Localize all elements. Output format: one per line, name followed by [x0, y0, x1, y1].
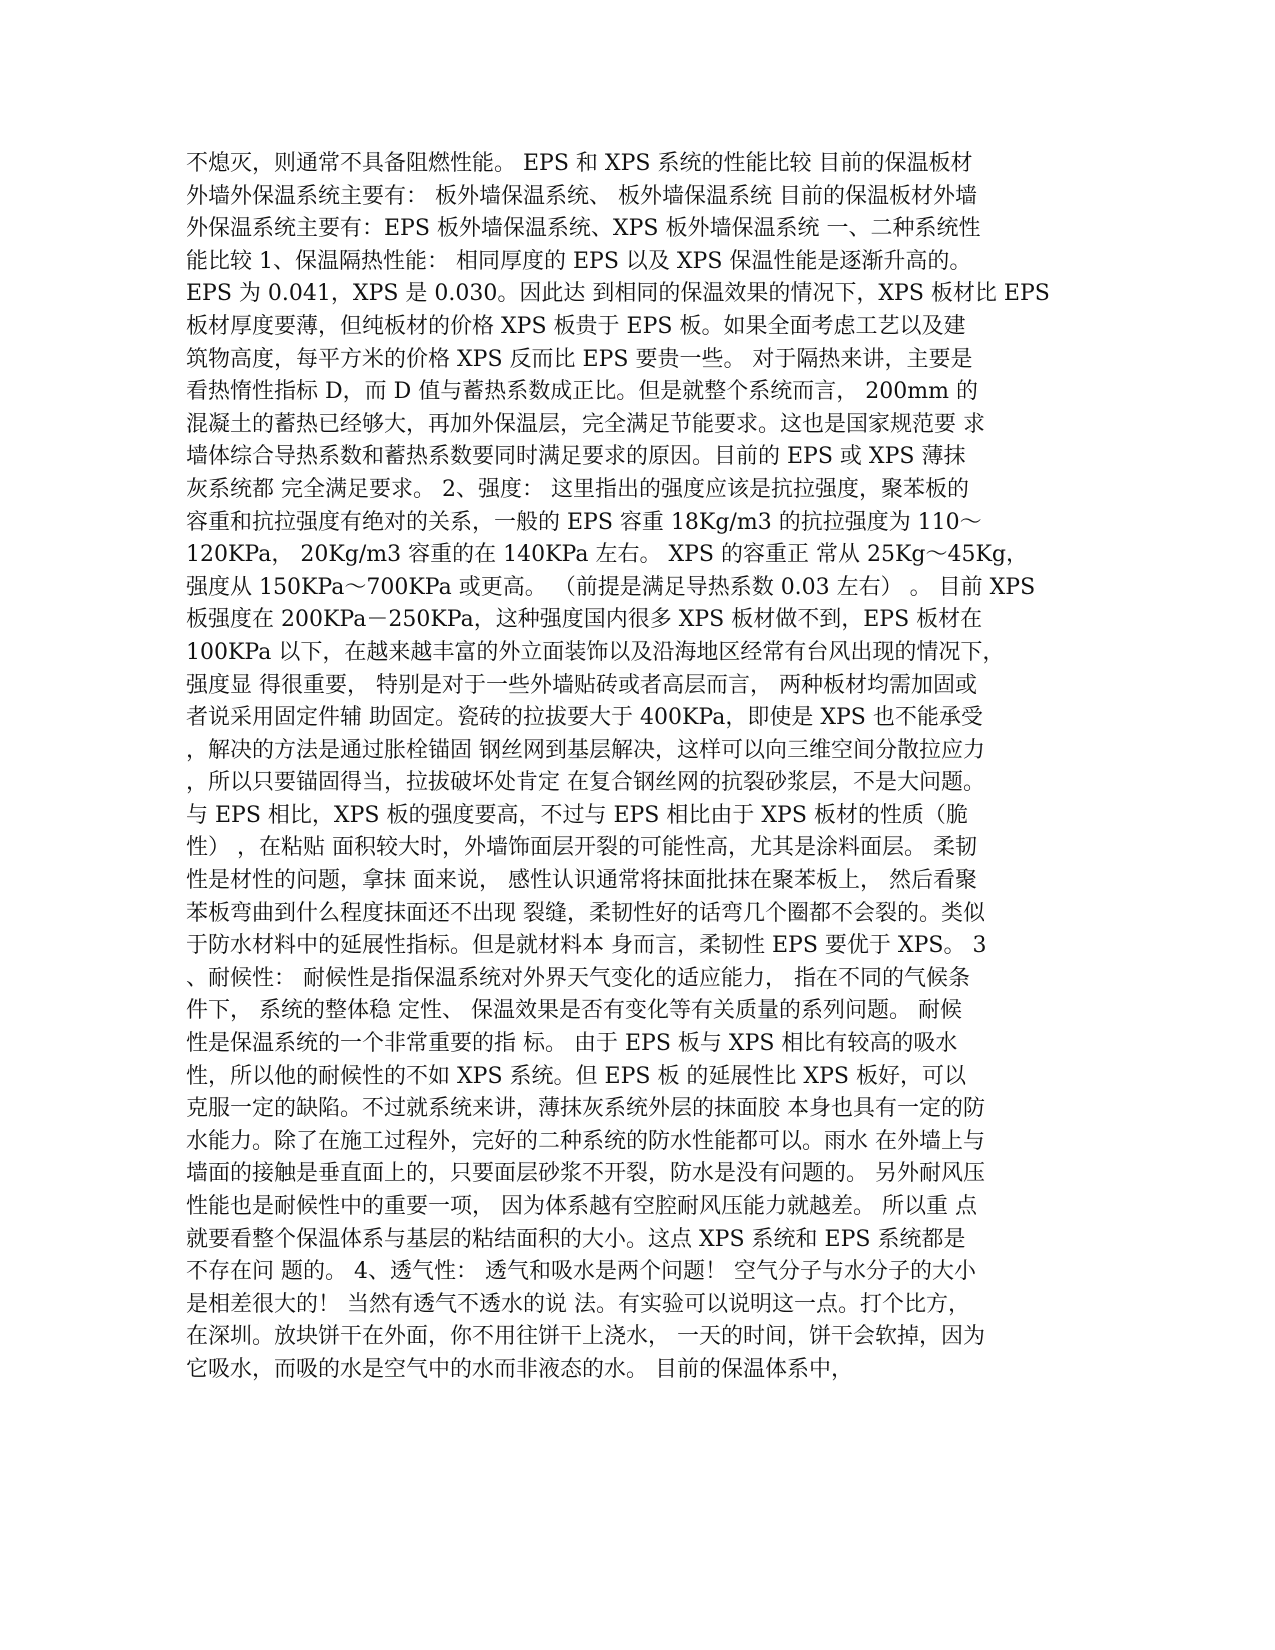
text-line: 外保温系统主要有：EPS 板外墙保温系统、XPS 板外墙保温系统 一、二种系统性 — [186, 216, 981, 242]
text-line: 不存在问 题的。 4、透气性： 透气和吸水是两个问题！ 空气分子与水分子的大小 — [186, 1259, 976, 1285]
text-line: 性能也是耐候性中的重要一项， 因为体系越有空腔耐风压能力就越差。 所以重 点 — [186, 1194, 977, 1219]
text-line: 性是保温系统的一个非常重要的指 标。 由于 EPS 板与 XPS 相比有较高的吸水 — [186, 1031, 958, 1057]
text-line: 性） ，在粘贴 面积较大时，外墙饰面层开裂的可能性高，尤其是涂料面层。 柔韧 — [186, 835, 977, 861]
text-line: 板强度在 200KPa－250KPa，这种强度国内很多 XPS 板材做不到，EPS 板材在 — [186, 607, 983, 633]
text-line: 者说采用固定件辅 助固定。瓷砖的拉拔要大于 400KPa，即使是 XPS 也不能承受 — [186, 705, 983, 731]
text-line: 筑物高度，每平方米的价格 XPS 反而比 EPS 要贵一些。 对于隔热来讲，主要是 — [186, 346, 973, 372]
text-line: 于防水材料中的延展性指标。但是就材料本 身而言，柔韧性 EPS 要优于 XPS。 3 — [186, 933, 987, 959]
text-line: 混凝土的蓄热已经够大，再加外保温层，完全满足节能要求。这也是国家规范要 求 — [186, 411, 985, 437]
text-line: 不熄灭，则通常不具备阻燃性能。 EPS 和 XPS 系统的性能比较 目前的保温板材 — [186, 151, 973, 176]
text-line: EPS 为 0.041，XPS 是 0.030。因此达 到相同的保温效果的情况下，XPS 板材比 EPS — [186, 281, 1050, 307]
text-line: 灰系统都 完全满足要求。 2、强度： 这里指出的强度应该是抗拉强度，聚苯板的 — [186, 476, 969, 502]
text-line: 看热惰性指标 D，而 D 值与蓄热系数成正比。但是就整个系统而言， 200mm 的 — [186, 379, 978, 405]
text-line: 水能力。除了在施工过程外，完好的二种系统的防水性能都可以。雨水 在外墙上与 — [186, 1128, 985, 1154]
text-line: 性，所以他的耐候性的不如 XPS 系统。但 EPS 板 的延展性比 XPS 板好，可以 — [186, 1063, 966, 1089]
body-text — [186, 148, 1126, 1387]
text-line: 能比较 1、保温隔热性能： 相同厚度的 EPS 以及 XPS 保温性能是逐渐升高的。 — [186, 248, 972, 274]
text-line: ，解决的方法是通过胀栓锚固 钢丝网到基层解决，这样可以向三维空间分散拉应力 — [186, 737, 985, 763]
text-line: 墙体综合导热系数和蓄热系数要同时满足要求的原因。目前的 EPS 或 XPS 薄抹 — [186, 444, 966, 470]
text-line: 板材厚度要薄，但纯板材的价格 XPS 板贵于 EPS 板。如果全面考虑工艺以及建 — [186, 313, 966, 339]
text-line: 在深圳。放块饼干在外面，你不用往饼干上浇水， 一天的时间，饼干会软掉，因为 — [186, 1324, 985, 1350]
text-line: 它吸水，而吸的水是空气中的水而非液态的水。 目前的保温体系中， — [186, 1356, 853, 1382]
text-line: 就要看整个保温体系与基层的粘结面积的大小。这点 XPS 系统和 EPS 系统都是 — [186, 1226, 966, 1252]
text-line: 克服一定的缺陷。不过就系统来讲，薄抹灰系统外层的抹面胶 本身也具有一定的防 — [186, 1096, 985, 1122]
text-line: 是相差很大的！ 当然有透气不透水的说 法。有实验可以说明这一点。打个比方， — [186, 1291, 970, 1317]
text-line: ，所以只要锚固得当，拉拔破坏处肯定 在复合钢丝网的抗裂砂浆层，不是大问题。 — [186, 770, 985, 796]
text-line: 容重和抗拉强度有绝对的关系，一般的 EPS 容重 18Kg/m3 的抗拉强度为 110～ — [186, 509, 982, 535]
text-line: 性是材性的问题，拿抹 面来说， 感性认识通常将抹面批抹在聚苯板上， 然后看聚 — [186, 868, 977, 894]
text-line: 与 EPS 相比，XPS 板的强度要高，不过与 EPS 相比由于 XPS 板材的性质（脆 — [186, 802, 968, 828]
text-line: 件下， 系统的整体稳 定性、 保温效果是否有变化等有关质量的系列问题。 耐候 — [186, 998, 962, 1024]
text-line: 、耐候性： 耐候性是指保温系统对外界天气变化的适应能力， 指在不同的气候条 — [186, 965, 970, 991]
text-line: 强度显 得很重要， 特别是对于一些外墙贴砖或者高层而言， 两种板材均需加固或 — [186, 672, 977, 698]
text-line: 强度从 150KPa～700KPa 或更高。 （前提是满足导热系数 0.03 左右） 。 目前 XPS — [186, 574, 1036, 600]
text-line: 100KPa 以下，在越来越丰富的外立面装饰以及沿海地区经常有台风出现的情况下， — [186, 639, 1005, 665]
text-line: 120KPa， 20Kg/m3 容重的在 140KPa 左右。 XPS 的容重正 常从 25Kg～45Kg， — [186, 542, 1029, 568]
text-line: 苯板弯曲到什么程度抹面还不出现 裂缝，柔韧性好的话弯几个圈都不会裂的。类似 — [186, 900, 985, 926]
text-line: 墙面的接触是垂直面上的，只要面层砂浆不开裂，防水是没有问题的。 另外耐风压 — [186, 1161, 985, 1187]
text-line: 外墙外保温系统主要有： 板外墙保温系统、 板外墙保温系统 目前的保温板材外墙 — [186, 183, 977, 209]
